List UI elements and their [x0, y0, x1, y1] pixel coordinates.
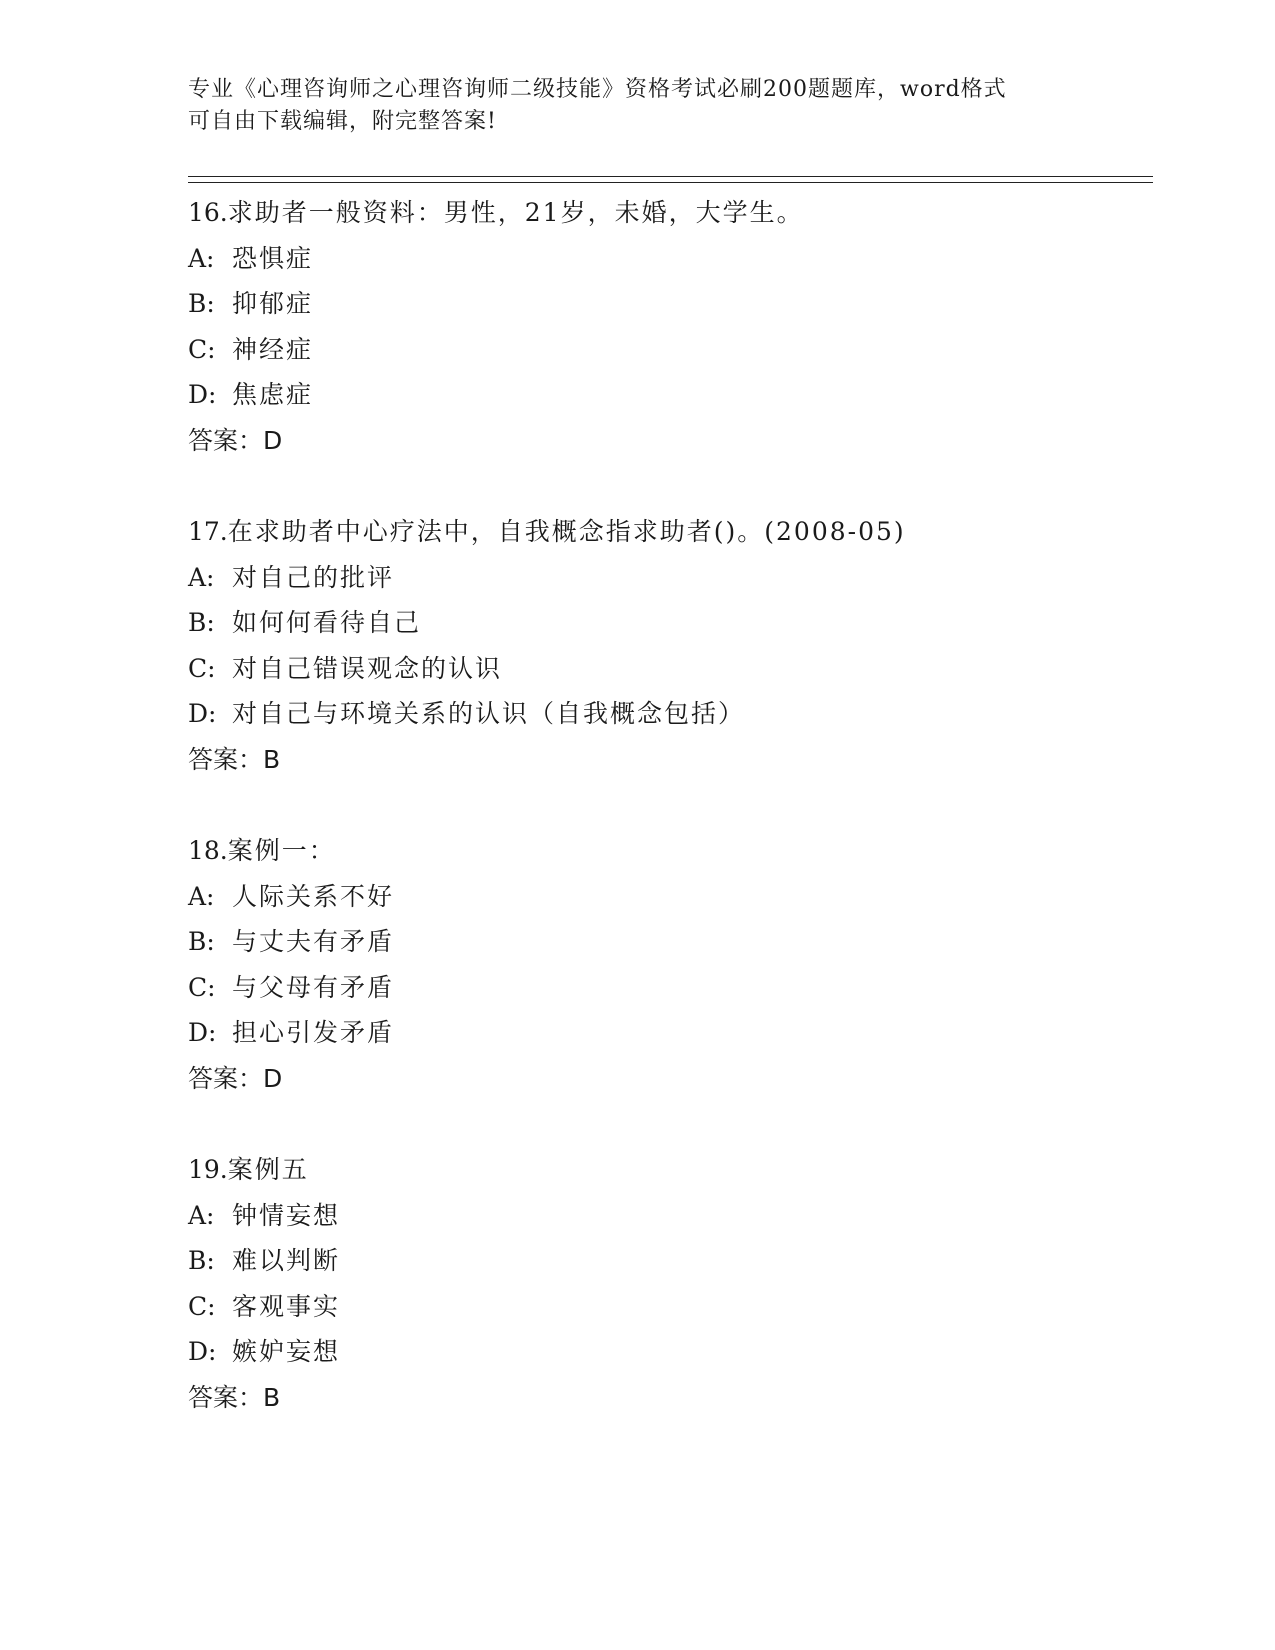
option-text: 难以判断	[232, 1246, 341, 1275]
option-b	[188, 919, 1148, 965]
question-number: 16.	[188, 198, 228, 227]
option-letter: A:	[188, 562, 215, 592]
option-text: 客观事实	[232, 1291, 341, 1321]
option-b	[188, 1238, 1148, 1284]
option-letter: D:	[188, 380, 217, 409]
question-text: 案例一：	[227, 836, 336, 865]
option-text: 人际关系不好	[232, 881, 395, 911]
option-text: 恐惧症	[232, 243, 314, 273]
option-letter: C:	[188, 653, 216, 683]
question-number: 19.	[188, 1155, 228, 1184]
option-text: 钟情妄想	[232, 1200, 341, 1230]
header-divider-bottom	[188, 182, 1153, 183]
question-stem	[188, 509, 1148, 555]
question-text: 在求助者中心疗法中，自我概念指求助者()。(2008-05)	[227, 517, 906, 546]
header-line-2: 可自由下载编辑，附完整答案!	[188, 109, 497, 134]
option-letter: D:	[188, 699, 217, 728]
option-letter: A:	[188, 1200, 215, 1230]
option-text: 担心引发矛盾	[232, 1018, 395, 1047]
question-17	[188, 509, 1148, 782]
document-header	[188, 74, 1088, 138]
option-text: 焦虑症	[232, 380, 314, 409]
option-text: 与父母有矛盾	[232, 972, 395, 1002]
option-letter: D:	[188, 1018, 217, 1047]
option-letter: D:	[188, 1337, 217, 1366]
option-text: 对自己的批评	[232, 562, 395, 592]
option-letter: B:	[188, 289, 215, 318]
option-letter: A:	[188, 881, 215, 911]
option-letter: B:	[188, 927, 215, 956]
option-letter: C:	[188, 972, 216, 1002]
question-stem	[188, 828, 1148, 874]
question-text: 求助者一般资料：男性，21岁，未婚，大学生。	[227, 198, 804, 227]
header-line-1: 专业《心理咨询师之心理咨询师二级技能》资格考试必刷200题题库，word格式	[188, 77, 1007, 102]
answer-line: 答案：B	[188, 744, 281, 774]
answer-line: 答案：D	[188, 425, 283, 455]
option-letter: B:	[188, 1246, 215, 1275]
question-16	[188, 190, 1148, 463]
option-text: 对自己与环境关系的认识（自我概念包括）	[232, 699, 746, 728]
option-a	[188, 555, 1148, 601]
option-c	[188, 1284, 1148, 1330]
option-letter: A:	[188, 243, 215, 273]
option-d	[188, 1010, 1148, 1056]
option-a	[188, 1193, 1148, 1239]
question-stem	[188, 1147, 1148, 1193]
option-c	[188, 965, 1148, 1011]
option-c	[188, 327, 1148, 373]
question-18	[188, 828, 1148, 1101]
answer-line: 答案：B	[188, 1382, 281, 1412]
option-text: 与丈夫有矛盾	[232, 927, 395, 956]
option-a	[188, 874, 1148, 920]
option-text: 神经症	[232, 334, 314, 364]
question-stem	[188, 190, 1148, 236]
question-number: 18.	[188, 836, 228, 865]
option-text: 抑郁症	[232, 289, 314, 318]
option-text: 嫉妒妄想	[232, 1337, 341, 1366]
option-text: 如何何看待自己	[232, 608, 422, 637]
option-b	[188, 600, 1148, 646]
answer-line: 答案：D	[188, 1063, 283, 1093]
option-d	[188, 691, 1148, 737]
option-c	[188, 646, 1148, 692]
option-b	[188, 281, 1148, 327]
option-d	[188, 1329, 1148, 1375]
question-number: 17.	[188, 517, 228, 546]
header-divider-top	[188, 176, 1153, 177]
option-a	[188, 236, 1148, 282]
question-19	[188, 1147, 1148, 1420]
option-letter: B:	[188, 608, 215, 637]
option-letter: C:	[188, 334, 216, 364]
question-text: 案例五	[227, 1155, 309, 1184]
question-list	[188, 190, 1148, 1466]
option-d	[188, 372, 1148, 418]
option-letter: C:	[188, 1291, 216, 1321]
option-text: 对自己错误观念的认识	[232, 653, 503, 683]
